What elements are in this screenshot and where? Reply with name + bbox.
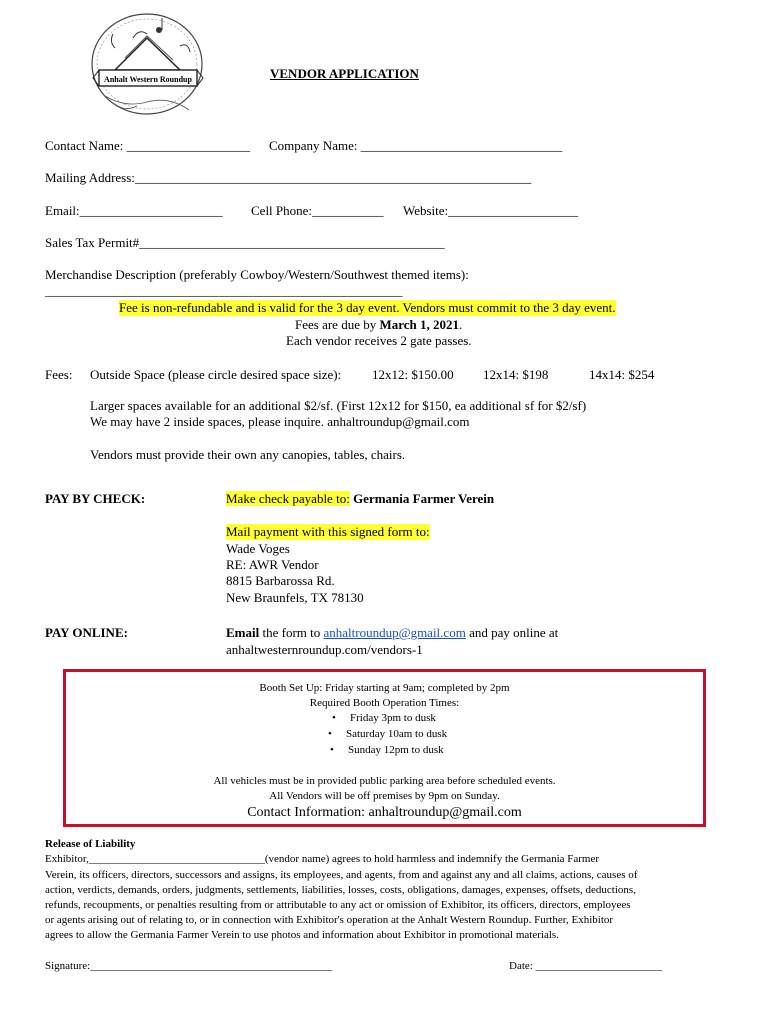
space-option-12x12[interactable]: 12x12: $150.00: [372, 367, 454, 382]
website-field[interactable]: Website:____________________: [403, 203, 579, 218]
nonrefundable-notice: Fee is non-refundable and is valid for the 3 day event. Vendors must commit to the 3 day event.: [119, 300, 616, 315]
bullet-icon: •: [332, 712, 336, 724]
check-payable-line: [226, 491, 494, 507]
booth-setup: Booth Set Up: Friday starting at 9am; completed by 2pm: [259, 682, 510, 694]
check-payable-label: Make check payable to:: [226, 491, 350, 506]
merchandise-field[interactable]: _______________________________________________________: [45, 283, 403, 298]
signature-field[interactable]: Signature:____________________________________________: [45, 960, 333, 972]
company-name-field[interactable]: Company Name: _______________________________: [269, 138, 563, 153]
booth-time-label: Sunday 12pm to dusk: [348, 744, 444, 756]
logo: [85, 8, 210, 120]
pay-online-tail: and pay online at: [465, 625, 559, 640]
fees-due-prefix: Fees are due by: [295, 317, 380, 332]
booth-time-item: [330, 744, 444, 756]
booth-time-label: Friday 3pm to dusk: [350, 712, 436, 724]
pay-online-mid: the form to: [259, 625, 324, 640]
cell-phone-field[interactable]: Cell Phone:___________: [251, 203, 384, 218]
date-field[interactable]: Date: _______________________: [509, 960, 663, 972]
vendor-provide-text: Vendors must provide their own any canopies, tables, chairs.: [90, 447, 406, 462]
fees-label: Fees:: [45, 367, 73, 382]
release-heading: Release of Liability: [45, 838, 136, 850]
contact-name-field[interactable]: Contact Name: ___________________: [45, 138, 251, 153]
address-line: RE: AWR Vendor: [226, 557, 319, 572]
bullet-icon: •: [328, 728, 332, 740]
booth-info-box: [63, 669, 706, 827]
release-line: or agents arising out of relating to, or in connection with Exhibitor's operation at the Anhalt Western Roundup. Further, Exhibitor: [45, 914, 614, 926]
release-line: Exhibitor,________________________________(vendor name) agrees to hold harmless and indemnify the Germania Farmer: [45, 853, 600, 865]
release-line: action, verdicts, demands, orders, judgments, settlements, liabilities, losses, costs, obligations, damages, expenses, offsets, deductions,: [45, 884, 636, 896]
email-link[interactable]: anhaltroundup@gmail.com: [323, 625, 466, 640]
email-field[interactable]: Email:______________________: [45, 203, 223, 218]
release-line: Verein, its officers, directors, successors and assigns, its employees, and agents, from and against any and all claims, actions, causes of: [45, 869, 638, 881]
contact-information: Contact Information: anhaltroundup@gmail.com: [247, 805, 522, 820]
pay-online-line: [226, 625, 558, 641]
fees-due-suffix: .: [459, 317, 463, 332]
mailing-address-field[interactable]: Mailing Address:_____________________________________________________________: [45, 170, 532, 185]
bullet-icon: •: [330, 744, 334, 756]
inside-spaces-text: We may have 2 inside spaces, please inquire. anhaltroundup@gmail.com: [90, 414, 470, 429]
outside-space-label: Outside Space (please circle desired space size):: [90, 367, 342, 382]
gate-passes-notice: Each vendor receives 2 gate passes.: [286, 333, 472, 348]
vendor-url: anhaltwesternroundup.com/vendors-1: [226, 642, 423, 657]
merchandise-label: Merchandise Description (preferably Cowboy/Western/Southwest themed items):: [45, 267, 469, 282]
check-payable-name: Germania Farmer Verein: [349, 491, 495, 506]
fees-due-notice: [295, 317, 462, 333]
address-line: New Braunfels, TX 78130: [226, 590, 364, 605]
vehicles-notice: All vehicles must be in provided public parking area before scheduled events.: [213, 775, 556, 787]
page-title: VENDOR APPLICATION: [270, 66, 419, 81]
address-line: Wade Voges: [226, 541, 290, 556]
off-premises-notice: All Vendors will be off premises by 9pm on Sunday.: [269, 790, 500, 802]
booth-time-label: Saturday 10am to dusk: [346, 728, 448, 740]
logo-graphic: [85, 8, 210, 120]
larger-spaces-text: Larger spaces available for an additional $2/sf. (First 12x12 for $150, ea additional sf for $2/sf): [90, 398, 587, 413]
pay-online-heading: PAY ONLINE:: [45, 625, 128, 640]
pay-by-check-heading: PAY BY CHECK:: [45, 491, 146, 506]
email-word: Email: [226, 625, 260, 640]
space-option-12x14[interactable]: 12x14: $198: [483, 367, 549, 382]
fees-due-date: March 1, 2021: [379, 317, 460, 332]
release-line: agrees to allow the Germania Farmer Verein to use photos and information about Exhibitor in promotional materials.: [45, 929, 559, 941]
release-line: refunds, recoupments, or penalties resulting from or attributable to any act or omission of Exhibitor, its officers, directors, employees: [45, 899, 631, 911]
booth-time-item: [332, 712, 436, 724]
sales-tax-field[interactable]: Sales Tax Permit#_______________________________________________: [45, 235, 445, 250]
booth-time-item: [328, 728, 447, 740]
address-line: 8815 Barbarossa Rd.: [226, 573, 335, 588]
space-option-14x14[interactable]: 14x14: $254: [589, 367, 655, 382]
booth-required-times: Required Booth Operation Times:: [309, 697, 460, 709]
mail-payment-label: Mail payment with this signed form to:: [226, 524, 430, 539]
logo-text: Anhalt Western Roundup: [104, 75, 192, 84]
